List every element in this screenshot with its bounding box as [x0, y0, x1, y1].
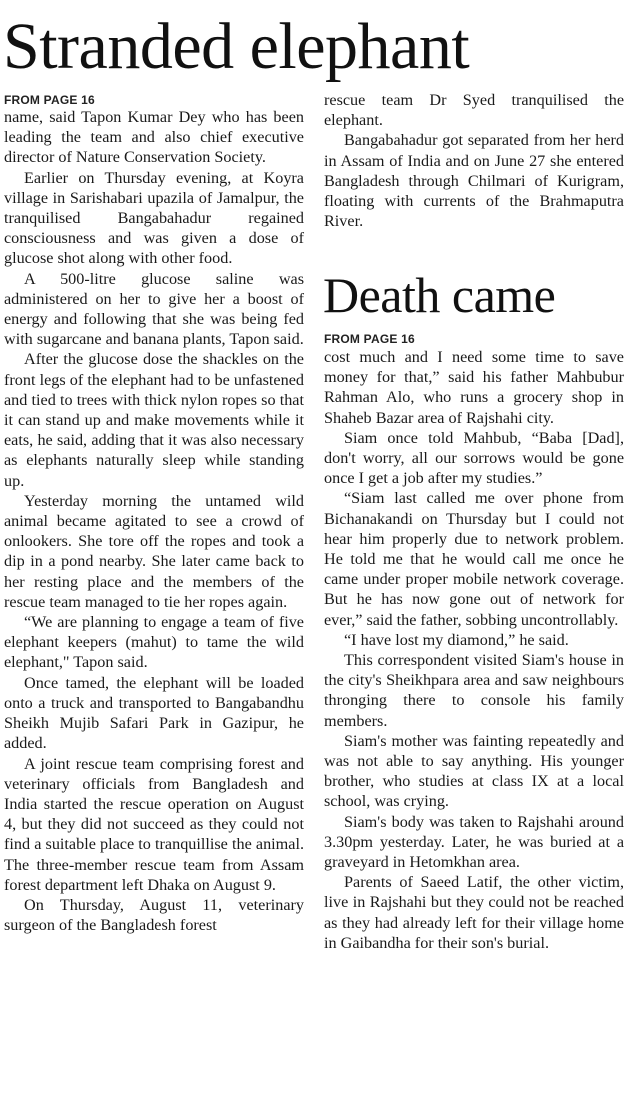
paragraph: “Siam last called me over phone from Bichanakandi on Thursday but I could not hear him properly due to network problem. He told me that he would call me once he came under proper mobile network coverage. But he has now gone out of network for ever,” said the father, sobbing uncontrollably.: [324, 489, 624, 629]
story1-column-2: [324, 90, 624, 231]
paragraph: A joint rescue team comprising forest and veterinary officials from Bangladesh and India started the rescue operation on August 4, but they did not succeed as they could not find a suitable place to tranquillise the animal. The three-member rescue team from Assam forest department left Dhaka on August 9.: [4, 754, 304, 894]
paragraph: rescue team Dr Syed tranquilised the elephant.: [324, 91, 624, 130]
paragraph: “I have lost my diamond,” he said.: [344, 630, 569, 649]
paragraph: Siam's body was taken to Rajshahi around 3.30pm yesterday. Later, he was buried at a graveyard in Hetomkhan area.: [324, 812, 624, 872]
paragraph: This correspondent visited Siam's house in the city's Sheikhpara area and saw neighbours thronging there to console his family members.: [324, 651, 624, 730]
paragraph: cost much and I need some time to save money for that,” said his father Mahbubur Rahman Alo, who runs a grocery shop in Shaheb Bazar area of Rajshahi city.: [324, 348, 624, 427]
headline-stranded-elephant: Stranded elephant: [3, 10, 470, 83]
paragraph: “We are planning to engage a team of five elephant keepers (mahut) to tame the wild elephant," Tapon said.: [4, 613, 304, 672]
paragraph: Siam's mother was fainting repeatedly and was not able to say anything. His younger brother, who studies at class IX at a local school, was crying.: [324, 731, 624, 811]
story1-column-1: [4, 107, 304, 935]
kicker-story2: FROM PAGE 16: [324, 332, 415, 346]
paragraph: name, said Tapon Kumar Dey who has been leading the team and also chief executive director of Nature Conservation Society.: [4, 108, 304, 167]
paragraph: After the glucose dose the shackles on the front legs of the elephant had to be unfastened and tied to trees with thick nylon ropes so that it can stand up and make movements while it eats, he said, adding that it was also necessary as elephants naturally sleep while standing up.: [4, 350, 304, 490]
kicker-story1: FROM PAGE 16: [4, 93, 95, 107]
paragraph: On Thursday, August 11, veterinary surgeon of the Bangladesh forest: [4, 895, 304, 935]
headline-death-came: Death came: [323, 267, 556, 323]
paragraph: Parents of Saeed Latif, the other victim, live in Rajshahi but they could not be reached as they had already left for their village home in Gaibandha for their son's burial.: [324, 873, 624, 952]
paragraph: Earlier on Thursday evening, at Koyra village in Sarishabari upazila of Jamalpur, the tranquilised Bangabahadur regained consciousness and was given a dose of glucose shot along with other food.: [4, 168, 304, 268]
paragraph: Bangabahadur got separated from her herd in Assam of India and on June 27 she entered Bangladesh through Chilmari of Kurigram, floating with currents of the Brahmaputra River.: [324, 131, 624, 231]
paragraph: A 500-litre glucose saline was administered on her to give her a boost of energy and following that she was being fed with sugarcane and banana plants, Tapon said.: [4, 269, 304, 349]
paragraph: Siam once told Mahbub, “Baba [Dad], don't worry, all our sorrows would be gone once I get a job after my studies.”: [324, 428, 624, 488]
paragraph: Once tamed, the elephant will be loaded onto a truck and transported to Bangabandhu Sheikh Mujib Safari Park in Gazipur, he added.: [4, 673, 304, 753]
story2-column: [324, 347, 624, 953]
paragraph: Yesterday morning the untamed wild animal became agitated to see a crowd of onlookers. She tore off the ropes and took a dip in a pond nearby. She later came back to her resting place and the members of the rescue team managed to tie her ropes again.: [4, 491, 304, 611]
